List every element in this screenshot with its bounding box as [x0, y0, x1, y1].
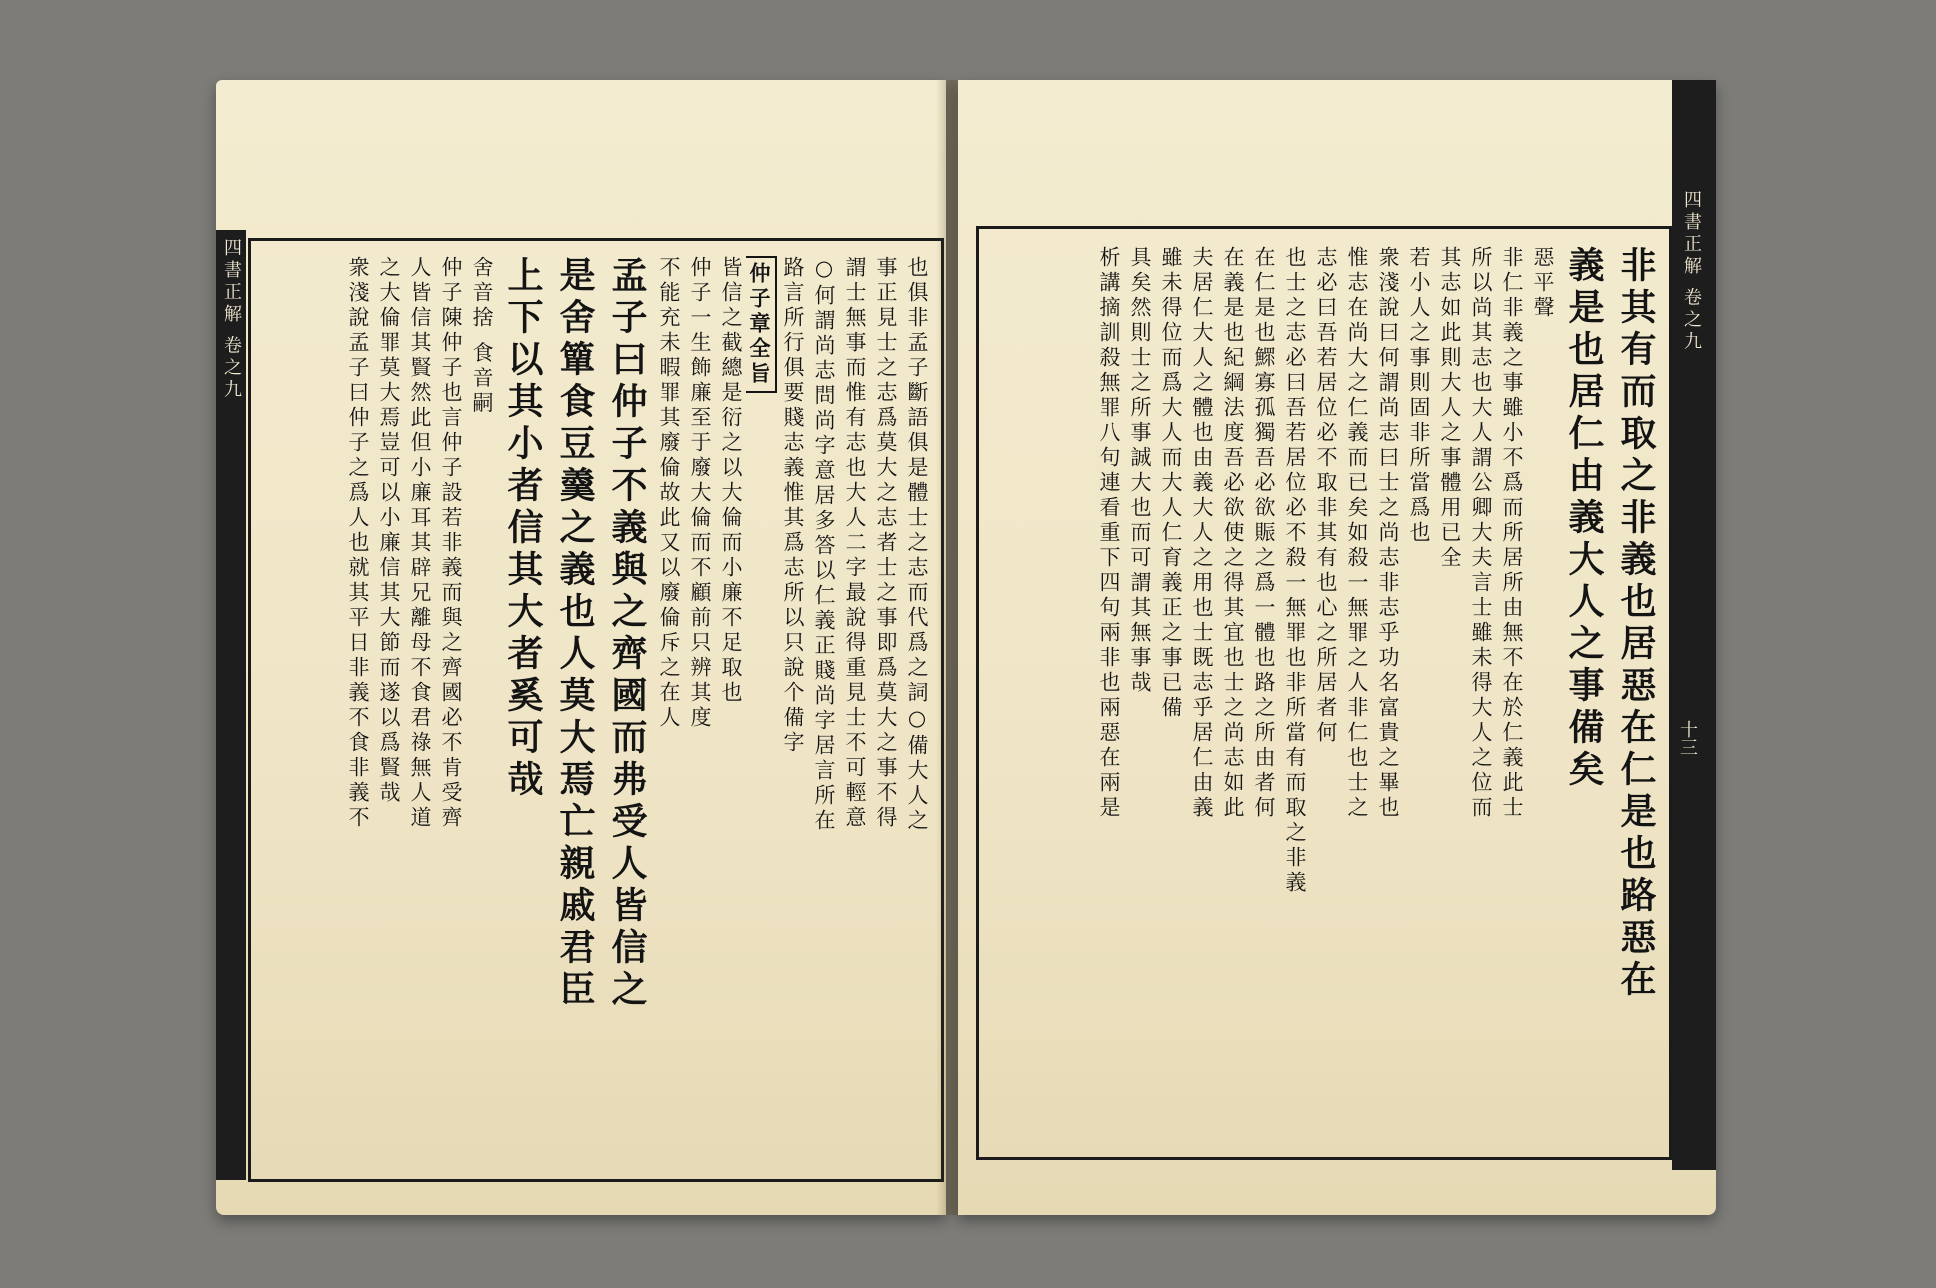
right-text-column: 也士之志必曰吾若居位必不殺一無罪也非所當有而取之非義: [1283, 246, 1307, 896]
left-text-column: 孟子曰仲子不義與之齊國而弗受人皆信之: [606, 256, 648, 1012]
left-text-column: 謂士無事而惟有志也大人二字最說得重見士不可輕意: [843, 256, 867, 831]
left-text-column: 也俱非孟子斷語俱是體士之志而代爲之詞○備大人之: [905, 256, 929, 834]
left-text-column: 是舍簞食豆羹之義也人莫大焉亡親戚君臣: [554, 256, 596, 1012]
left-text-column: [746, 256, 777, 1166]
right-text-column: 義是也居仁由義大人之事備矣: [1563, 246, 1605, 792]
left-text-column: 路言所行俱要賤志義惟其爲志所以只說个備字: [781, 256, 805, 756]
left-text-column: 上下以其小者信其大者奚可哉: [502, 256, 544, 802]
right-text-column: 其志如此則大人之事體用已全: [1438, 246, 1462, 571]
right-text-column: 在義是也紀綱法度吾必欲使之得其宜也士之尚志如此: [1221, 246, 1245, 821]
page-number: 十三: [1677, 720, 1698, 756]
left-margin-label: 四書正解 卷之九: [221, 238, 242, 402]
right-margin-label: 四書正解 卷之九: [1681, 190, 1702, 354]
right-text-column: 惡平聲: [1531, 246, 1555, 321]
left-margin-strip: [216, 230, 246, 1180]
open-book: [216, 80, 1716, 1215]
right-page: [958, 80, 1716, 1215]
left-text-column: 皆信之截總是衍之以大倫而小廉不足取也: [719, 256, 743, 706]
right-text-column: 惟志在尚大之仁義而已矣如殺一無罪之人非仁也士之: [1345, 246, 1369, 821]
right-margin-strip: [1672, 80, 1716, 1170]
right-text-column: 志必曰吾若居位必不取非其有也心之所居者何: [1314, 246, 1338, 746]
left-text-column: ○何謂尚志問尚字意居多答以仁義正賤尚字居言所在: [812, 256, 836, 834]
right-text-column: 雖未得位而爲大人而大人仁育義正之事已備: [1159, 246, 1183, 721]
left-text-column: 衆淺說孟子曰仲子之爲人也就其平日非義不食非義不: [346, 256, 370, 831]
right-text-column: 非其有而取之非義也居惡在仁是也路惡在: [1615, 246, 1657, 1002]
right-text-column: 非仁非義之事雖小不爲而所居所由無不在於仁義此士: [1500, 246, 1524, 821]
left-page: [216, 80, 946, 1215]
left-text-columns: [256, 256, 932, 1166]
chapter-heading: 仲子章全旨: [746, 256, 777, 393]
left-text-column: 舍音捨 食音嗣: [470, 256, 494, 417]
right-text-column: 衆淺說曰何謂尚志曰士之尚志非志乎功名富貴之畢也: [1376, 246, 1400, 821]
right-text-column: 夫居仁大人之體也由義大人之用也士既志乎居仁由義: [1190, 246, 1214, 821]
right-text-column: 若小人之事則固非所當爲也: [1407, 246, 1431, 546]
right-text-column: 所以尚其志也大人謂公卿大夫言士雖未得大人之位而: [1469, 246, 1493, 821]
left-text-column: 事正見士之志爲莫大之志者士之事即爲莫大之事不得: [874, 256, 898, 831]
left-text-column: 人皆信其賢然此但小廉耳其辟兄離母不食君祿無人道: [408, 256, 432, 831]
left-text-column: 之大倫罪莫大焉豈可以小廉信其大節而遂以爲賢哉: [377, 256, 401, 806]
right-text-column: 析講摘訓殺無罪八句連看重下四句兩非也兩惡在兩是: [1097, 246, 1121, 821]
left-text-column: 仲子陳仲子也言仲子設若非義而與之齊國必不肯受齊: [439, 256, 463, 831]
right-text-column: 在仁是也鰥寡孤獨吾必欲賑之爲一體也路之所由者何: [1252, 246, 1276, 821]
right-text-columns: [986, 246, 1662, 1146]
left-text-column: 仲子一生飾廉至于廢大倫而不顧前只辨其度: [688, 256, 712, 731]
right-text-column: 具矣然則士之所事誠大也而可謂其無事哉: [1128, 246, 1152, 696]
left-text-column: 不能充未暇罪其廢倫故此又以廢倫斥之在人: [657, 256, 681, 731]
